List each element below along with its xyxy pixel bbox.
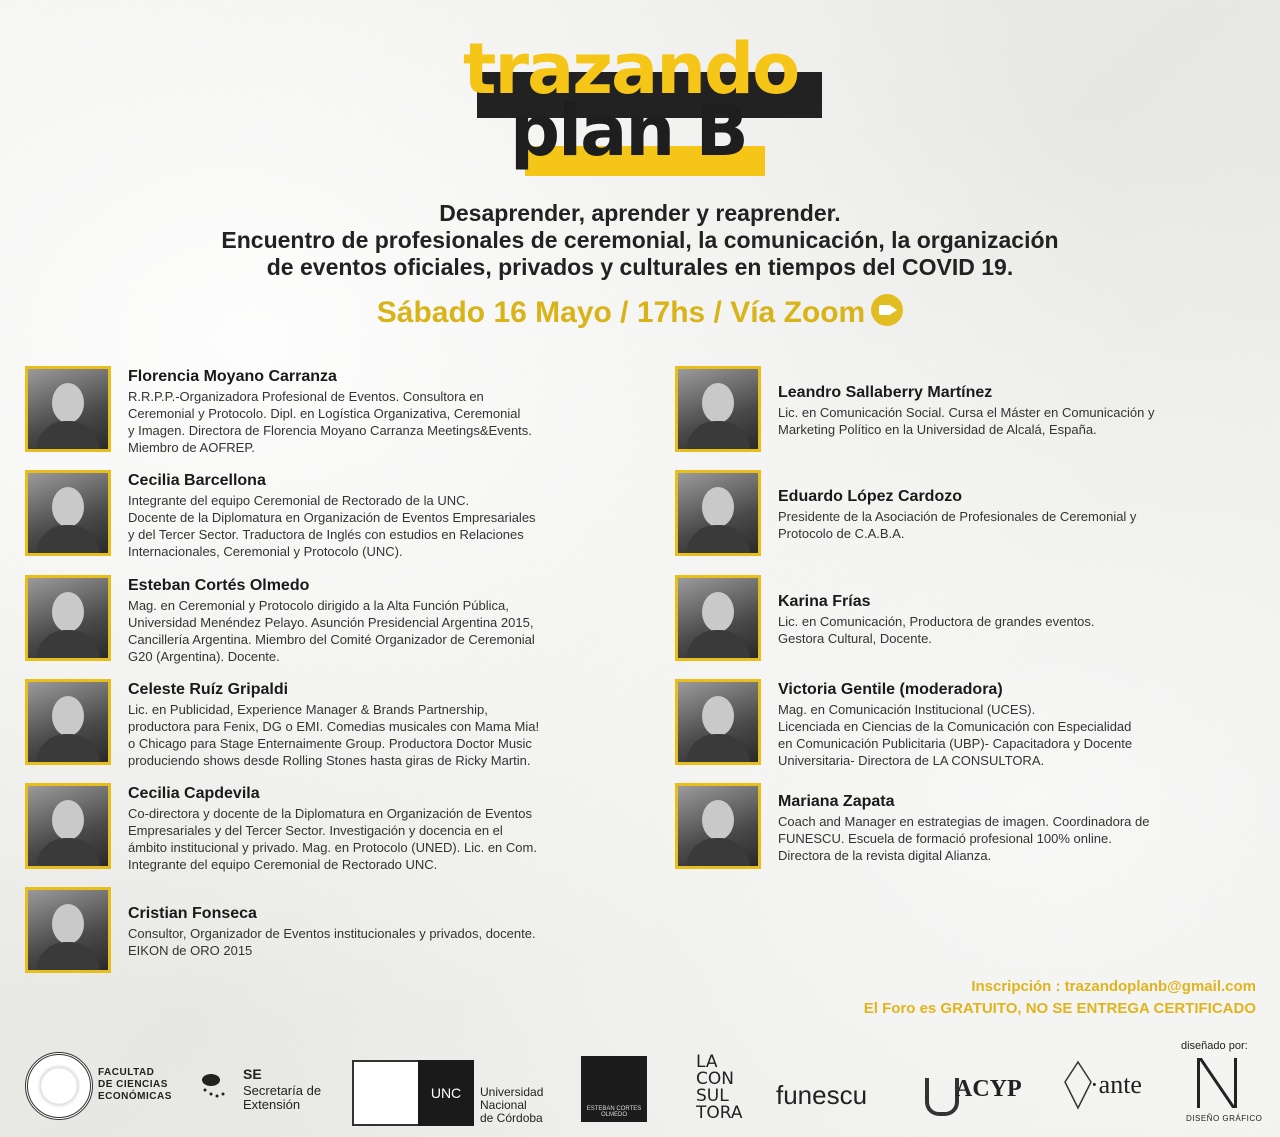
speaker-photo — [25, 887, 111, 973]
speaker-bio: Lic. en Publicidad, Experience Manager & Brands Partnership, productora para Fenix, DG o EMI. Comedias musicales con Mama Mia! o Chicago para Stage Enternaimente Group. Productora Doctor Music produciendo shows desde Rolling Stones hasta giras de Ricky Martin. — [128, 702, 540, 768]
ante-leaf-icon — [1063, 1060, 1093, 1110]
speaker-bio: Mag. en Ceremonial y Protocolo dirigido a la Alta Función Pública, Universidad Menéndez Pelayo. Asunción Presidencial Argentina 2015, Cancillería Argentina. Miembro del Comité Organizador de Ceremonial G20 (Argentina). Docente. — [128, 598, 535, 664]
esteban-label: ESTEBAN CORTES OLMEDO — [586, 1106, 642, 1118]
se-label: Secretaría de Extensión — [243, 1083, 322, 1112]
inscription-email: Inscripción : trazandoplanb@gmail.com — [971, 978, 1256, 995]
laconsultora-label: LA CON SUL TORA — [696, 1052, 743, 1123]
speaker-photo — [25, 783, 111, 869]
speaker-photo — [25, 679, 111, 765]
video-camera-icon — [871, 294, 903, 326]
speaker-bio: Lic. en Comunicación Social. Cursa el Máster en Comunicación y Marketing Político en la Universidad de Alcalá, España. — [778, 405, 1155, 437]
speaker-bio: Co-directora y docente de la Diplomatura en Organización de Eventos Empresariales y del Tercer Sector. Investigación y docencia en el ámbito institucional y privado. Mag. en Protocolo (UNED). Lic. en Com. Integrante del equipo Ceremonial de Rectorado UNC. — [128, 806, 537, 872]
fce-seal-icon — [25, 1052, 93, 1120]
headline-line-3: de eventos oficiales, privados y culturales en tiempos del COVID 19. — [266, 254, 1014, 280]
speaker-name: Victoria Gentile (moderadora) — [778, 681, 1003, 698]
bee-icon — [193, 1064, 233, 1104]
title-line-1: trazando — [463, 28, 799, 110]
speaker-name: Cecilia Barcellona — [128, 472, 266, 489]
fce-label: FACULTAD DE CIENCIAS ECONÓMICAS — [98, 1067, 172, 1102]
speaker-bio: Mag. en Comunicación Institucional (UCES). Licenciada en Ciencias de la Comunicación con Especialidad en Comunicación Publicitaria (UBP)- Capacitadora y Docente Universitaria- Directora de LA CONSULTORA. — [778, 702, 1133, 768]
speaker-photo — [675, 575, 761, 661]
ante-label: ·ante — [1090, 1070, 1142, 1099]
speaker-bio: Coach and Manager en estrategias de imagen. Coordinadora de FUNESCU. Escuela de formació profesional 100% online. Directora de la revista digital Alianza. — [778, 814, 1150, 863]
unc-label: Universidad Nacional de Córdoba — [480, 1085, 544, 1125]
speaker-photo — [25, 470, 111, 556]
speaker-bio: Integrante del equipo Ceremonial de Rectorado de la UNC. Docente de la Diplomatura en Organización de Eventos Empresariales y del Tercer Sector. Traductora de Inglés con estudios en Relaciones Internacionales, Ceremonial y Protocolo (UNC). — [128, 493, 536, 559]
speaker-bio: Lic. en Comunicación, Productora de grandes eventos. Gestora Cultural, Docente. — [778, 614, 1095, 646]
speaker-photo — [675, 783, 761, 869]
unc-crest-icon — [352, 1060, 420, 1126]
esteban-logo — [581, 1056, 647, 1122]
acyp-icon — [925, 1078, 959, 1116]
speaker-photo — [25, 575, 111, 661]
speaker-bio: Presidente de la Asociación de Profesionales de Ceremonial y Protocolo de C.A.B.A. — [778, 509, 1137, 541]
speaker-name: Karina Frías — [778, 593, 871, 610]
speaker-name: Celeste Ruíz Gripaldi — [128, 681, 289, 698]
se-mark: SE — [243, 1066, 262, 1082]
acyp-label: ACYP — [955, 1076, 1022, 1102]
speaker-name: Cecilia Capdevila — [128, 785, 260, 802]
speaker-photo — [675, 366, 761, 452]
speaker-name: Esteban Cortés Olmedo — [128, 577, 310, 594]
event-title — [455, 28, 825, 178]
headline-line-1: Desaprender, aprender y reaprender. — [439, 200, 841, 226]
speaker-photo — [25, 366, 111, 452]
speaker-name: Florencia Moyano Carranza — [128, 368, 337, 385]
speaker-bio: R.R.P.P.-Organizadora Profesional de Eventos. Consultora en Ceremonial y Protocolo. Dipl. en Logística Organizativa, Ceremonial y Imagen. Directora de Florencia Moyano Carranza Meetings&Events. Miembro de AOFREP. — [128, 389, 532, 455]
speaker-name: Mariana Zapata — [778, 793, 895, 810]
event-date-text: Sábado 16 Mayo / 17hs / Vía Zoom — [376, 296, 866, 329]
sponsor-logos — [0, 1040, 1280, 1137]
unc-mark: UNC — [418, 1060, 474, 1126]
speaker-photo — [675, 470, 761, 556]
speaker-bio: Consultor, Organizador de Eventos institucionales y privados, docente. EIKON de ORO 2015 — [128, 926, 536, 958]
free-forum-notice: El Foro es GRATUITO, NO SE ENTREGA CERTIFICADO — [863, 1000, 1256, 1017]
speaker-name: Cristian Fonseca — [128, 905, 257, 922]
event-date — [200, 294, 1080, 330]
designed-by-label: diseñado por: — [1181, 1040, 1248, 1052]
designer-logo-icon — [1197, 1058, 1237, 1108]
speaker-name: Leandro Sallaberry Martínez — [778, 384, 993, 401]
title-line-2: plan B — [510, 90, 747, 172]
speaker-name: Eduardo López Cardozo — [778, 488, 962, 505]
headline-line-2: Encuentro de profesionales de ceremonial, la comunicación, la organización — [221, 227, 1059, 253]
diseno-grafico-label: DISEÑO GRÁFICO — [1186, 1114, 1263, 1123]
funescu-label: funescu — [776, 1080, 868, 1110]
speaker-photo — [675, 679, 761, 765]
